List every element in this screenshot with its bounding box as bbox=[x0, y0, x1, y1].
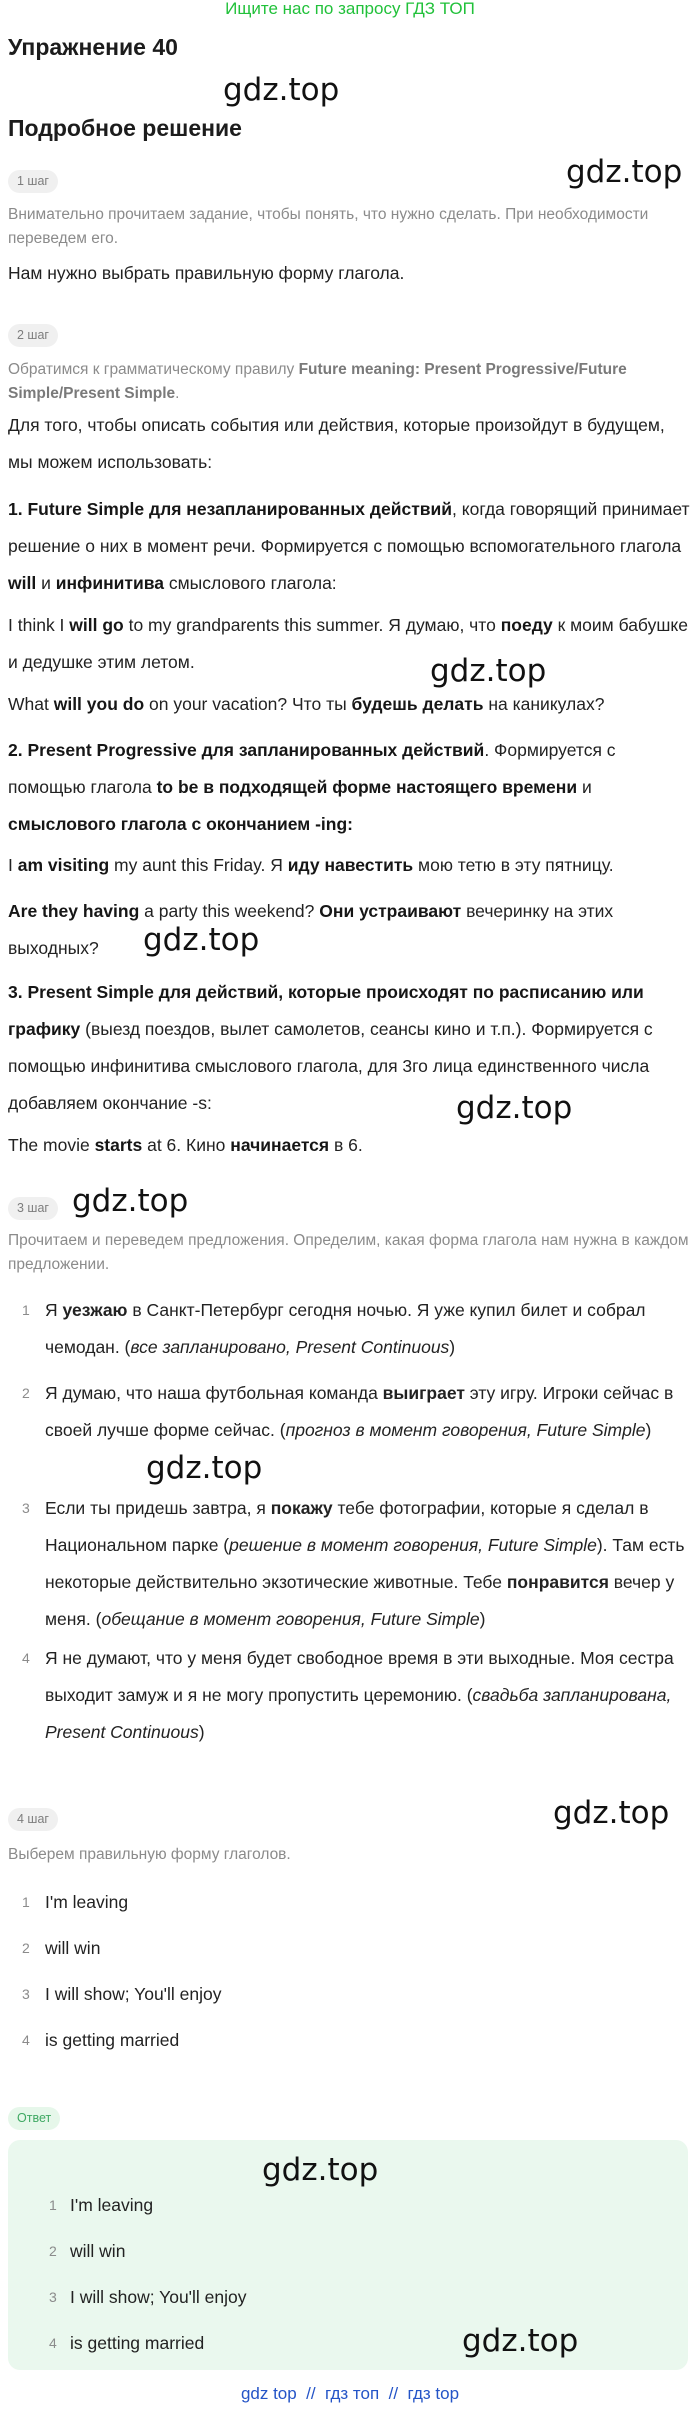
watermark: gdz.top bbox=[456, 1090, 573, 1126]
step-4-note: Выберем правильную форму глаголов. bbox=[8, 1846, 291, 1863]
watermark: gdz.top bbox=[223, 72, 340, 108]
watermark: gdz.top bbox=[430, 653, 547, 689]
answer-badge bbox=[8, 2107, 60, 2130]
watermark: gdz.top bbox=[146, 1450, 263, 1486]
footer-links[interactable]: gdz top // гдз топ // гдз top bbox=[240, 2384, 460, 2403]
example-future-simple-2: What will you do on your vacation? Что ты будешь делать на каникулах? bbox=[8, 694, 605, 714]
grammar-rule: Future meaning: Present Progressive/Future Simple/Present Simple bbox=[8, 361, 627, 402]
step-label: 4 шаг bbox=[8, 1808, 58, 1831]
step-3-note: Прочитаем и переведем предложения. Определим, какая форма глагола нам нужна в каждом предложении. bbox=[8, 1232, 689, 1273]
watermark: gdz.top bbox=[462, 2323, 579, 2359]
rule-future-simple: 1. Future Simple для незапланированных действий, когда говорящий принимает решение о них в момент речи. Формируется с помощью вспомогательного глагола will и инфинитива смыслового глагола: bbox=[8, 499, 690, 593]
exercise-title: Упражнение 40 bbox=[8, 34, 178, 60]
step-2-intro: Для того, чтобы описать события или действия, которые произойдут в будущем, мы можем использовать: bbox=[8, 415, 665, 472]
step-label: 3 шаг bbox=[8, 1197, 58, 1220]
step-label: 2 шаг bbox=[8, 324, 58, 347]
step-1-note: Внимательно прочитаем задание, чтобы понять, что нужно сделать. При необходимости переведем его. bbox=[8, 206, 649, 247]
watermark: gdz.top bbox=[553, 1795, 670, 1831]
watermark: gdz.top bbox=[72, 1183, 189, 1219]
step-2-badge bbox=[8, 324, 58, 347]
watermark: gdz.top bbox=[143, 922, 260, 958]
example-present-progressive-1: I am visiting my aunt this Friday. Я иду навестить мою тетю в эту пятницу. bbox=[8, 855, 614, 875]
example-present-progressive-2: Are they having a party this weekend? Они устраивают вечеринку на этих выходных? bbox=[8, 901, 614, 958]
top-banner: Ищите нас по запросу ГДЗ ТОП bbox=[225, 0, 475, 18]
step-1-badge bbox=[8, 170, 58, 193]
rule-present-progressive: 2. Present Progressive для запланированных действий. Формируется с помощью глагола to be в подходящей форме настоящего времени и смыслового глагола с окончанием -ing: bbox=[8, 740, 616, 834]
watermark: gdz.top bbox=[262, 2152, 379, 2188]
step-3-badge bbox=[8, 1197, 58, 1220]
step-2-note: Обратимся к грамматическому правилу Future meaning: Present Progressive/Future Simple/Present Simple. bbox=[8, 361, 627, 402]
rule-present-simple: 3. Present Simple для действий, которые происходят по расписанию или графику (выезд поездов, вылет самолетов, сеансы кино и т.п.). Формируется с помощью инфинитива смыслового глагола, для 3го лица единственного числа добавляем окончание -s: bbox=[8, 982, 653, 1113]
section-title: Подробное решение bbox=[8, 115, 242, 141]
example-present-simple: The movie starts at 6. Кино начинается в 6. bbox=[8, 1135, 363, 1155]
example-future-simple-1: I think I will go to my grandparents this summer. Я думаю, что поеду к моим бабушке и дедушке этим летом. bbox=[8, 615, 688, 672]
watermark: gdz.top bbox=[566, 154, 683, 190]
step-label: 1 шаг bbox=[8, 170, 58, 193]
answer-label: Ответ bbox=[8, 2107, 60, 2130]
step-1-text: Нам нужно выбрать правильную форму глагола. bbox=[8, 263, 405, 283]
step-4-badge bbox=[8, 1808, 58, 1831]
